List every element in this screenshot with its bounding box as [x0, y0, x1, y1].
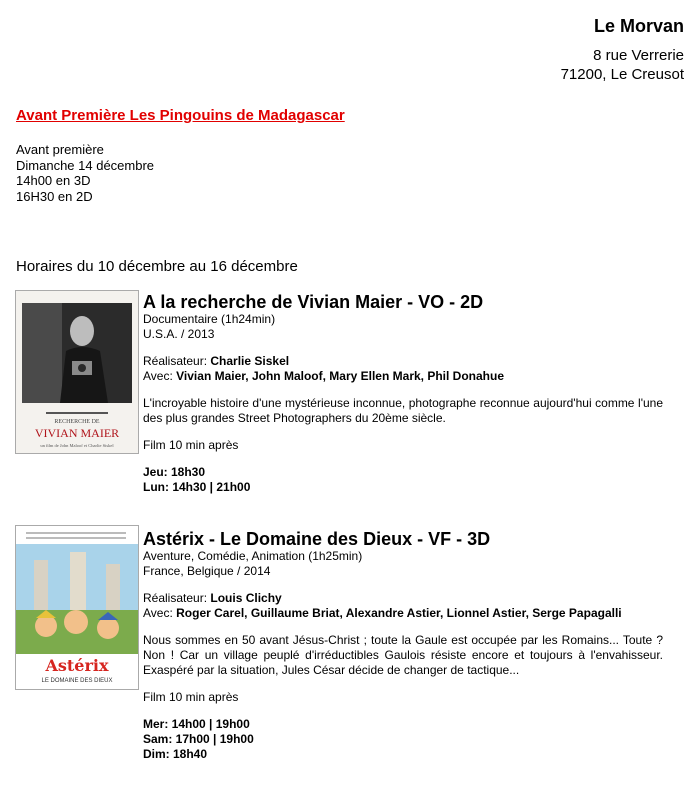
film-showtimes: [143, 465, 663, 495]
event-line: Avant première: [16, 142, 104, 157]
film-synopsis: Nous sommes en 50 avant Jésus-Christ ; toute la Gaule est occupée par les Romains... Toute ? Non ! Car un village peuplé d'irréductibles Gaulois résiste encore et toujours à l'envahisseur. Exaspéré par la situation, Jules César décide de changer de tactique...: [143, 633, 663, 677]
film-synopsis: L'incroyable histoire d'une mystérieuse inconnue, photographe reconnue aujourd'hui comme l'une des plus grandes Street Photographers du 20ème siècle.: [143, 396, 663, 425]
showtime: Sam: 17h00 | 19h00: [143, 732, 254, 746]
poster-vivian-maier: [15, 290, 139, 454]
cast-label: Avec:: [143, 369, 173, 383]
film-origin: France, Belgique / 2014: [143, 564, 271, 578]
showtime: Mer: 14h00 | 19h00: [143, 717, 250, 731]
director-label: Réalisateur:: [143, 591, 208, 605]
film-note: Film 10 min après: [143, 438, 239, 452]
film-card: [143, 292, 663, 495]
film-genre: Aventure, Comédie, Animation (1h25min): [143, 549, 363, 563]
event-details: [16, 142, 154, 204]
director-label: Réalisateur:: [143, 354, 208, 368]
event-line: Dimanche 14 décembre: [16, 157, 155, 173]
showtime: Dim: 18h40: [143, 747, 208, 761]
film-origin: U.S.A. / 2013: [143, 327, 215, 341]
cinema-address-city: 71200, Le Creusot: [560, 66, 684, 83]
showtime: Jeu: 18h30: [143, 465, 206, 479]
film-cast: [143, 606, 663, 621]
poster-vivian-maier-art: [16, 291, 138, 453]
director-name: Charlie Siskel: [210, 354, 290, 368]
showtime: Lun: 14h30 | 21h00: [143, 480, 251, 494]
cast-names: Vivian Maier, John Maloof, Mary Ellen Mark, Phil Donahue: [176, 369, 504, 383]
cast-names: Roger Carel, Guillaume Briat, Alexandre Astier, Lionnel Astier, Serge Papagalli: [176, 606, 622, 620]
event-title-link[interactable]: Avant Première Les Pingouins de Madagascar: [16, 107, 345, 124]
cinema-address-street: 8 rue Verrerie: [593, 47, 684, 64]
event-line: 14h00 en 3D: [16, 173, 91, 188]
film-genre: Documentaire (1h24min): [143, 312, 276, 326]
film-director: [143, 354, 663, 369]
cinema-name: Le Morvan: [593, 16, 684, 36]
film-title: Astérix - Le Domaine des Dieux - VF - 3D: [143, 529, 491, 549]
film-director: [143, 591, 663, 606]
poster-top-text: RECHERCHE DE: [54, 419, 100, 425]
film-showtimes: [143, 717, 663, 762]
poster-asterix: [15, 525, 139, 690]
poster-name-text: VIVIAN MAIER: [34, 426, 120, 440]
film-card: [143, 529, 663, 762]
film-note: Film 10 min après: [143, 690, 239, 704]
poster-logo-text: Astérix: [45, 656, 109, 675]
week-heading: Horaires du 10 décembre au 16 décembre: [16, 258, 298, 275]
event-line: 16H30 en 2D: [16, 188, 93, 204]
cast-label: Avec:: [143, 606, 173, 620]
film-title: A la recherche de Vivian Maier - VO - 2D: [143, 292, 484, 312]
poster-subtitle-text: LE DOMAINE DES DIEUX: [41, 678, 113, 684]
director-name: Louis Clichy: [210, 591, 282, 605]
poster-asterix-art: [16, 526, 138, 689]
poster-credit-text: un film de John Maloof et Charlie Siskel: [40, 443, 114, 448]
film-cast: [143, 369, 663, 384]
